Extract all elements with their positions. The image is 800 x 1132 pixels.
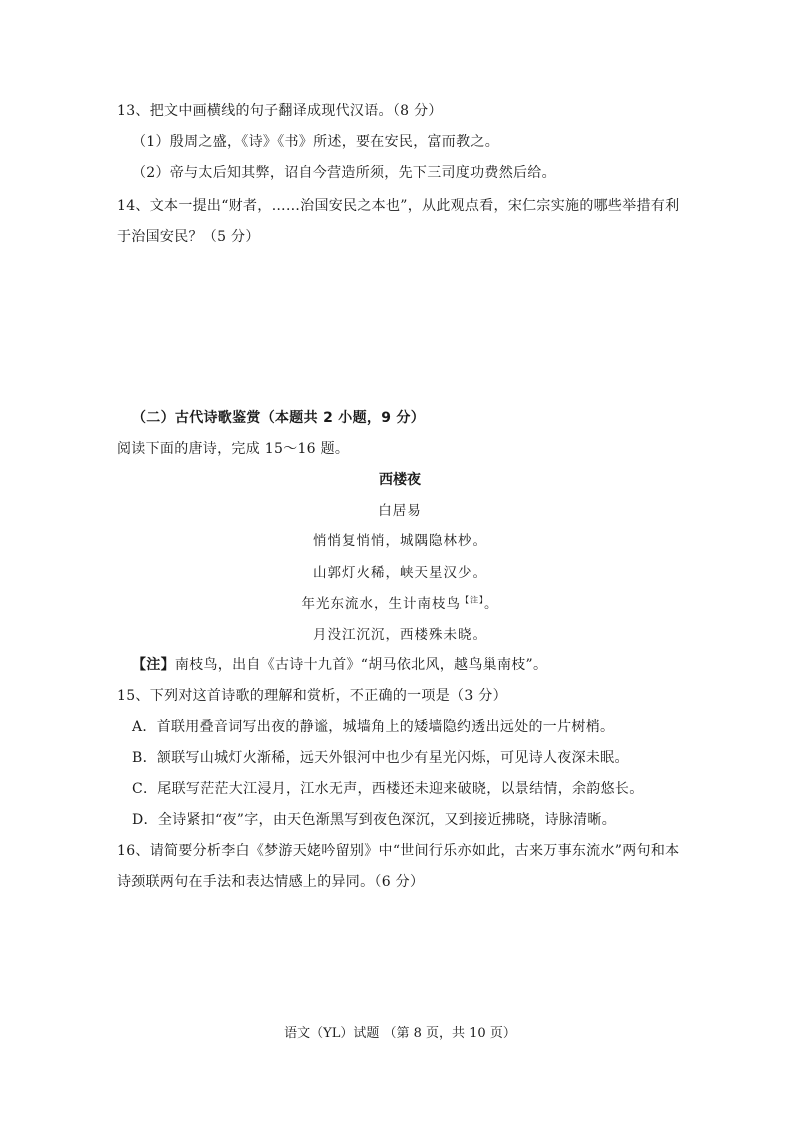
q16-line-1: 16、请简要分析李白《梦游天姥吟留别》中“世间行乐亦如此，古来万事东流水”两句和本 — [117, 843, 680, 859]
q15-option-a: A．首联用叠音词写出夜的静谧，城墙角上的矮墙隐约透出远处的一片树梢。 — [132, 719, 615, 735]
poem-line-4: 月没江沉沉，西楼殊未晓。 — [313, 627, 487, 643]
q15-stem: 15、下列对这首诗歌的理解和赏析，不正确的一项是（3 分） — [117, 688, 507, 704]
q14-line-2: 于治国安民？（5 分） — [117, 229, 260, 245]
q13-stem: 13、把文中画横线的句子翻译成现代汉语。（8 分） — [117, 103, 443, 119]
poem-title: 西楼夜 — [379, 472, 421, 488]
q15-option-c: C．尾联写茫茫大江浸月，江水无声，西楼还未迎来破晓，以景结情，余韵悠长。 — [132, 781, 644, 797]
poem-note — [132, 654, 547, 674]
q16-line-2: 诗颈联两句在手法和表达情感上的异同。（6 分） — [117, 874, 425, 890]
section-instruction: 阅读下面的唐诗，完成 15～16 题。 — [117, 441, 350, 457]
q14-line-1: 14、文本一提出“财者，……治国安民之本也”，从此观点看，宋仁宗实施的哪些举措有利 — [117, 198, 680, 214]
poem-line-3 — [0, 592, 800, 612]
poem-line-1: 悄悄复悄悄，城隅隐林杪。 — [313, 533, 487, 549]
poem-line-3-end: 。 — [484, 596, 499, 612]
q13-sentence-2: （2）帝与太后知其弊，诏自今营造所须，先下三司度功费然后给。 — [132, 165, 556, 181]
section-heading: （二）古代诗歌鉴赏（本题共 2 小题，9 分） — [132, 410, 426, 426]
poem-line-2: 山郭灯火稀，峡天星汉少。 — [313, 565, 487, 581]
note-label: 【注】 — [132, 657, 175, 673]
q15-option-b: B．颔联写山城灯火渐稀，远天外银河中也少有星光闪烁，可见诗人夜深未眠。 — [132, 750, 629, 766]
poem-author: 白居易 — [378, 503, 422, 519]
q15-option-d: D．全诗紧扣“夜”字，由天色渐黑写到夜色深沉，又到接近拂晓，诗脉清晰。 — [132, 812, 617, 828]
page-footer: 语文（YL）试题 （第 8 页，共 10 页） — [284, 1026, 516, 1041]
q13-sentence-1: （1）殷周之盛，《诗》《书》所述，要在安民，富而教之。 — [132, 134, 500, 150]
note-text: 南枝鸟，出自《古诗十九首》“胡马依北风，越鸟巢南枝”。 — [174, 657, 548, 673]
note-marker: 【注】 — [461, 595, 484, 605]
poem-line-3-text: 年光东流水，生计南枝鸟 — [301, 596, 461, 612]
